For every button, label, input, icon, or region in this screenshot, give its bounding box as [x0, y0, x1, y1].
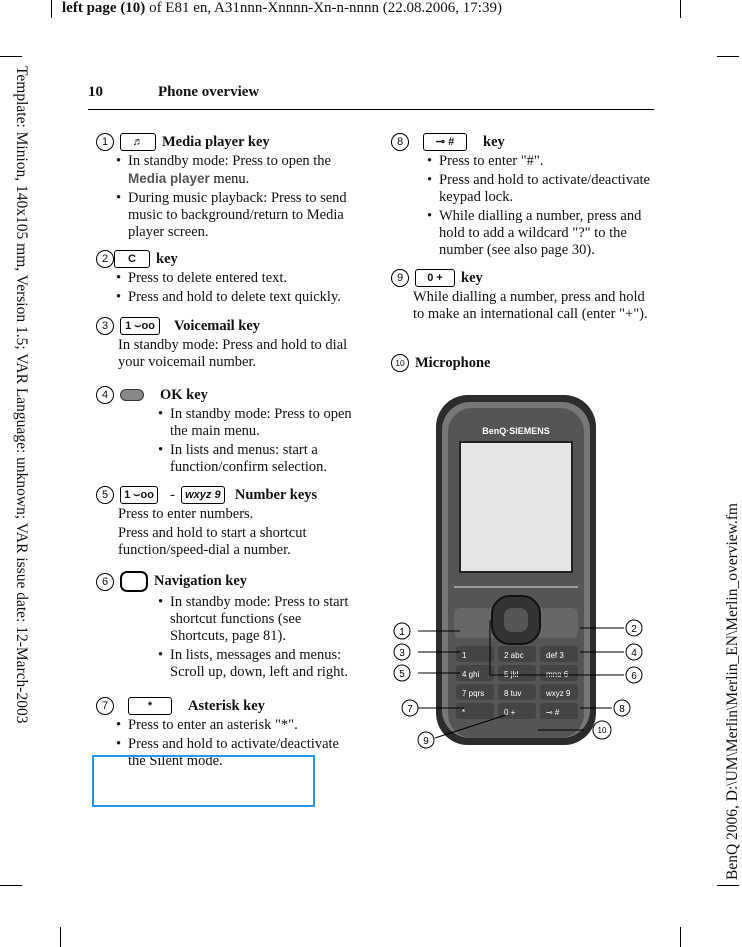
template-sidebar: Template: Minion, 140x105 mm, Version 1.5; VAR Language: unknown; VAR issue date: 12-March-2003: [13, 66, 30, 724]
svg-text:8: 8: [619, 704, 625, 715]
svg-text:1: 1: [399, 627, 405, 638]
section-title: key: [156, 250, 178, 267]
callout-number: 10: [391, 354, 409, 372]
section-voicemail: [96, 317, 358, 373]
section-title: Voicemail key: [174, 317, 261, 334]
print-header: left page (10) of E81 en, A31nnn-Xnnnn-Xn-n-nnnn (22.08.2006, 17:39): [62, 0, 502, 16]
section-title: Microphone: [415, 354, 491, 371]
section-title: Navigation key: [154, 573, 248, 589]
list-item: • In lists, messages and menus: Scroll up, down, left and right.: [170, 647, 358, 681]
brand-logo: BenQ·SIEMENS: [482, 426, 550, 436]
callout-number: 2: [96, 250, 114, 268]
crop-mark: [717, 885, 739, 886]
svg-text:2 abc: 2 abc: [504, 651, 524, 660]
list-item: • Press and hold to activate/deactivate keypad lock.: [439, 172, 653, 206]
list-item: • Press to enter an asterisk "*".: [128, 717, 358, 734]
ok-key-icon: [120, 389, 144, 401]
key-9-icon: wxyz 9: [181, 486, 225, 504]
section-title: Asterisk key: [188, 697, 265, 714]
svg-text:10: 10: [597, 726, 607, 735]
callout-number: 5: [96, 486, 114, 504]
crop-mark: [51, 0, 52, 18]
section-zero-key: [391, 269, 653, 325]
callout-number: 7: [96, 697, 114, 715]
crop-mark: [717, 56, 739, 57]
section-title: key: [483, 133, 505, 150]
svg-text:4 ghi: 4 ghi: [462, 670, 480, 679]
svg-text:7 pqrs: 7 pqrs: [462, 689, 485, 698]
list-item: • In standby mode: Press to open the main menu.: [170, 406, 358, 440]
list-item: • In standby mode: Press to start shortcut functions (see Shortcuts, page 81).: [170, 594, 358, 645]
section-media-player: [96, 133, 358, 243]
callout-number: 9: [391, 269, 409, 287]
list-item: • In lists and menus: start a function/confirm selection.: [170, 442, 358, 476]
svg-text:⊸ #: ⊸ #: [546, 708, 560, 717]
asterisk-key-icon: *: [128, 697, 172, 715]
svg-text:0 +: 0 +: [504, 708, 516, 717]
callout-number: 1: [96, 133, 114, 151]
svg-text:2: 2: [631, 624, 637, 635]
list-item: • While dialling a number, press and hold to add a wildcard "?" to the number (see also page 30).: [439, 208, 653, 259]
section-microphone: [391, 354, 653, 374]
section-ok-key: [96, 386, 358, 478]
list-item: • Press and hold to delete text quickly.: [128, 289, 358, 306]
crop-mark: [680, 0, 681, 18]
svg-text:9: 9: [423, 736, 429, 747]
list-item: • Press and hold to activate/deactivate the Silent mode.: [128, 736, 358, 770]
section-text: Press to enter numbers.: [118, 506, 254, 522]
section-clear-key: [96, 250, 358, 308]
section-hash-key: [391, 133, 653, 261]
section-text: In standby mode: Press and hold to dial your voicemail number.: [118, 337, 348, 370]
phone-screen: [460, 442, 572, 572]
crop-mark: [0, 56, 22, 57]
crop-mark: [680, 927, 681, 947]
list-item: • Press to enter "#".: [439, 153, 653, 170]
navigation-key-icon: [120, 571, 148, 592]
callout-number: 8: [391, 133, 409, 151]
media-player-key-icon: ♬: [120, 133, 156, 151]
list-item: • During music playback: Press to send music to background/return to Media player screen.: [128, 190, 358, 241]
crop-mark: [60, 927, 61, 947]
svg-text:5 jkl: 5 jkl: [504, 670, 519, 679]
svg-text:4: 4: [631, 648, 637, 659]
section-text: Press and hold to start a shortcut function/speed-dial a number.: [118, 525, 307, 558]
list-item: • Press to delete entered text.: [128, 270, 358, 287]
section-title: key: [461, 269, 483, 286]
section-navigation: [96, 571, 358, 683]
phone-illustration: [380, 390, 650, 770]
key-1-icon: 1 ⌣oo: [120, 486, 158, 504]
hash-key-icon: ⊸ #: [423, 133, 467, 151]
section-title: Media player key: [162, 133, 270, 150]
header-rule: [88, 109, 654, 110]
section-title: OK key: [160, 386, 208, 403]
svg-text:3: 3: [399, 648, 405, 659]
svg-text:5: 5: [399, 669, 405, 680]
callout-number: 6: [96, 573, 114, 591]
callout-number: 3: [96, 317, 114, 335]
svg-text:7: 7: [407, 704, 413, 715]
voicemail-key-icon: 1 ⌣oo: [120, 317, 160, 335]
crop-mark: [0, 885, 22, 886]
page-title: Phone overview: [158, 84, 260, 100]
svg-text:mno 6: mno 6: [546, 670, 569, 679]
svg-text:wxyz 9: wxyz 9: [546, 689, 571, 698]
highlight-box: [92, 755, 315, 807]
section-title: Number keys: [234, 486, 318, 503]
page-number: 10: [88, 84, 103, 100]
ok-key: [504, 608, 528, 632]
list-item: • In standby mode: Press to open the Media player menu.: [128, 153, 358, 188]
svg-text:def 3: def 3: [546, 651, 564, 660]
divider: [454, 586, 578, 588]
zero-key-icon: 0 +: [415, 269, 455, 287]
svg-text:1: 1: [462, 651, 467, 660]
section-text: While dialling a number, press and hold to make an international call (enter "+").: [413, 289, 648, 322]
section-number-keys: [96, 486, 358, 561]
clear-key-icon: C: [114, 250, 150, 268]
svg-text:8 tuv: 8 tuv: [504, 689, 522, 698]
svg-text:6: 6: [631, 671, 637, 682]
file-path-sidebar: BenQ 2006, D:\UM\Merlin\Merlin_EN\Merlin_overview.fm: [724, 503, 741, 880]
callout-number: 4: [96, 386, 114, 404]
dash: -: [170, 486, 175, 503]
svg-text:*: *: [462, 708, 466, 717]
